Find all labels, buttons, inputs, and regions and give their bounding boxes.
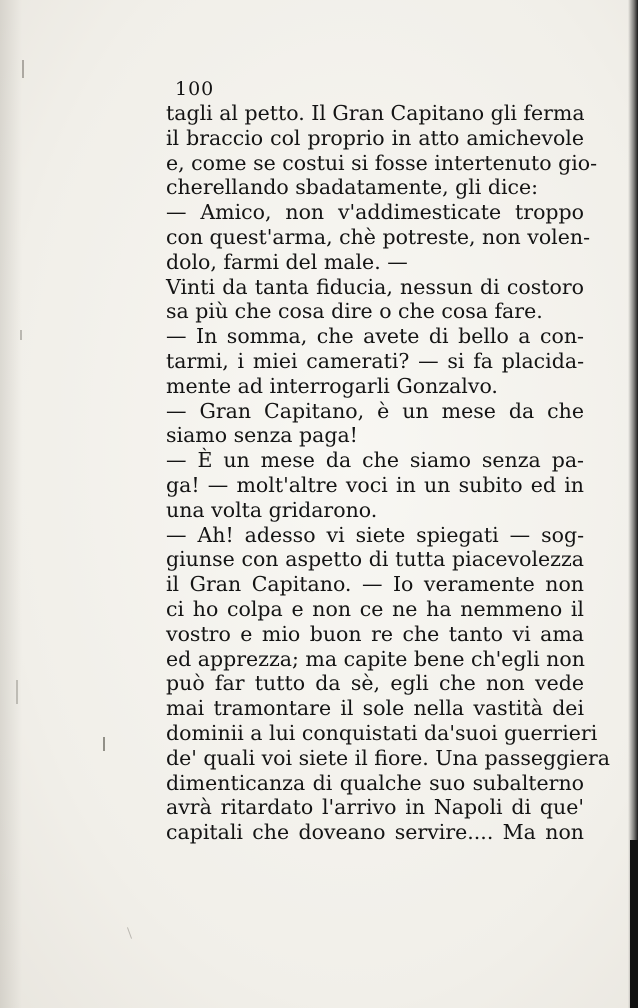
text-line: tagli al petto. Il Gran Capitano gli ferma (166, 101, 585, 125)
text-line: Vinti da tanta fiducia, nessun di costoro (166, 274, 584, 299)
text-line: il braccio col proprio in atto amichevole (166, 125, 584, 150)
text-line: dimenticanza di qualche suo subalterno (166, 770, 584, 795)
page-number: 100 (175, 78, 215, 100)
text-line: mente ad interrogarli Gonzalvo. (166, 373, 498, 398)
text-line: con quest'arma, chè potreste, non volen- (166, 224, 591, 249)
text-line: dolo, farmi del male. — (166, 249, 408, 274)
spine-shadow (0, 0, 22, 1008)
text-line: — Amico, non v'addimesticate troppo (166, 200, 584, 225)
text-line: siamo senza paga! (166, 423, 358, 448)
text-line: vostro e mio buon re che tanto vi ama (166, 621, 584, 646)
text-line: tarmi, i miei camerati? — si fa placida- (166, 348, 584, 373)
text-line: può far tutto da sè, egli che non vede (166, 671, 584, 696)
paper-blemish (103, 737, 105, 751)
paper-blemish (127, 927, 132, 939)
text-line: — Gran Capitano, è un mese da che (166, 398, 584, 423)
text-line: ed apprezza; ma capite bene ch'egli non (166, 646, 585, 671)
text-line: de' quali voi siete il fiore. Una passeggiera (166, 745, 610, 770)
text-line: — È un mese da che siamo senza pa- (166, 448, 584, 473)
text-line: avrà ritardato l'arrivo in Napoli di que' (166, 795, 584, 820)
text-line: una volta gridarono. (166, 497, 378, 522)
paper-blemish (20, 330, 22, 340)
text-line: sa più che cosa dire o che cosa fare. (166, 299, 543, 324)
text-line: ga! — molt'altre voci in un subito ed in (166, 472, 584, 497)
text-line: dominii a lui conquistati da'suoi guerrieri (166, 720, 598, 745)
text-line: ci ho colpa e non ce ne ha nemmeno il (166, 596, 584, 621)
text-line: giunse con aspetto di tutta piacevolezza (166, 547, 584, 572)
body-text (166, 101, 610, 845)
page-edge-dark (630, 840, 638, 1008)
text-line: mai tramontare il sole nella vastità dei (166, 696, 584, 721)
text-line: cherellando sbadatamente, gli dice: (166, 175, 539, 200)
text-line: capitali che doveano servire.... Ma non (166, 820, 584, 845)
text-line: e, come se costui si fosse intertenuto gio- (166, 150, 598, 175)
text-line: — Ah! adesso vi siete spiegati — sog- (166, 522, 584, 547)
paper-blemish (16, 680, 18, 704)
text-line: — In somma, che avete di bello a con- (166, 324, 584, 349)
paper-blemish (22, 60, 24, 78)
text-line: il Gran Capitano. — Io veramente non (166, 572, 584, 597)
